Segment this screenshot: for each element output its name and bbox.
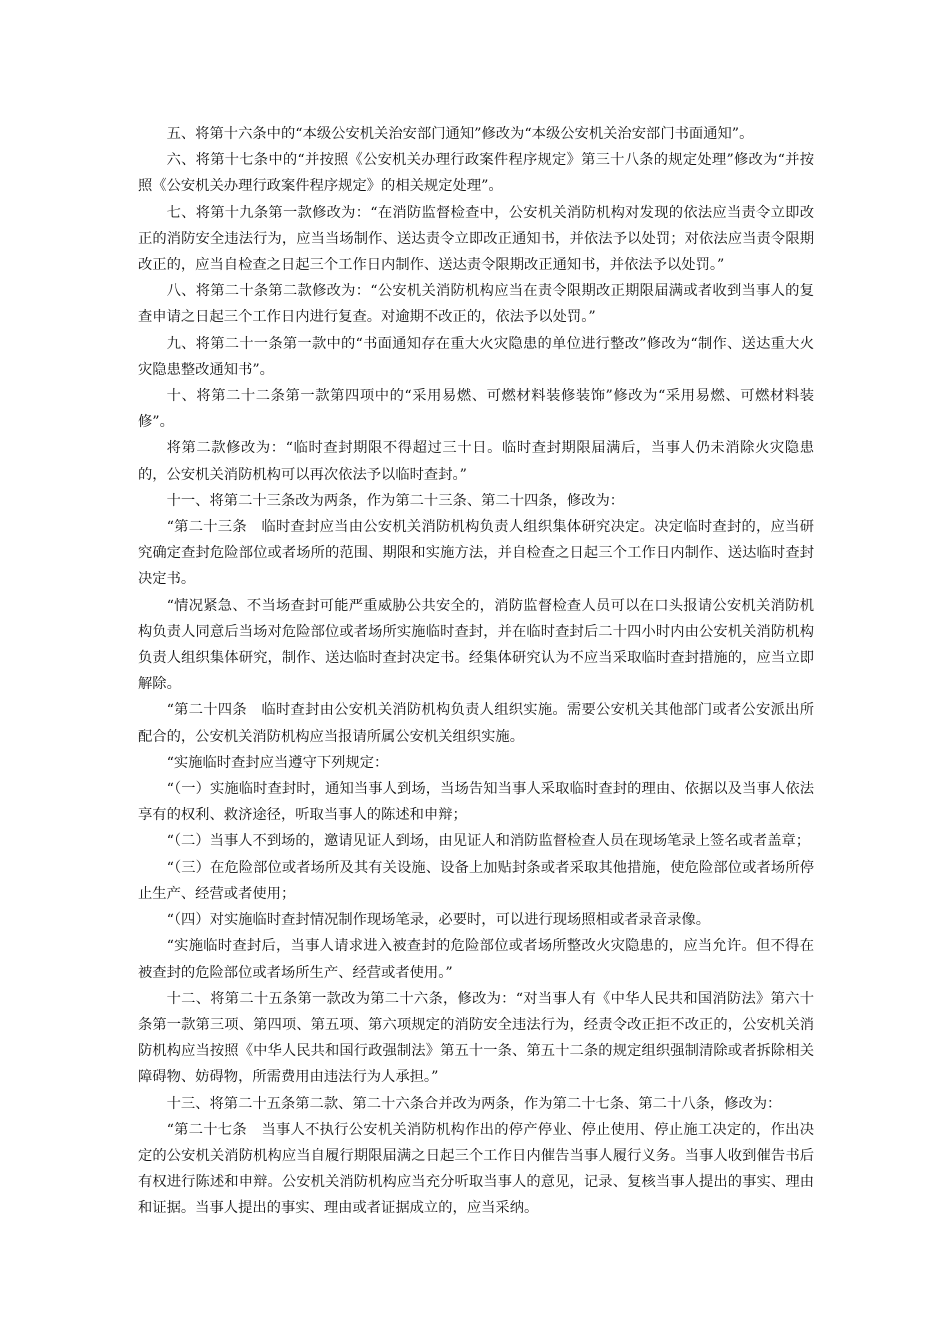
paragraph-article-24-rules-intro: “实施临时查封应当遵守下列规定： [166, 754, 389, 771]
paragraph-item-7: 七、将第十九条第一款修改为：“在消防监督检查中，公安机关消防机构对发现的依法应当责令立即改正的消防安全违法行为，应当当场制作、送达责令立即改正通知书，并依法予以处罚；对依法应当责令限期改正的，应当自检查之日起三个工作日内制作、送达责令限期改正通知书，并依法予以处罚。” [138, 204, 814, 274]
paragraph-item-10-second-clause: 将第二款修改为：“临时查封期限不得超过三十日。临时查封期限届满后，当事人仍未消除火灾隐患的，公安机关消防机构可以再次依法予以临时查封。” [138, 440, 814, 483]
paragraph-item-5: 五、将第十六条中的“本级公安机关治安部门通知”修改为“本级公安机关治安部门书面通知”。 [166, 126, 754, 142]
paragraph-article-23: “第二十三条 临时查封应当由公安机关消防机构负责人组织集体研究决定。决定临时查封的，应当研究确定查封危险部位或者场所的范围、期限和实施方法，并自检查之日起三个工作日内制作、送达临时查封决定书。 [138, 519, 814, 588]
paragraph-rule-3: “（三）在危险部位或者场所及其有关设施、设备上加贴封条或者采取其他措施，使危险部位或者场所停止生产、经营或者使用； [138, 859, 814, 902]
paragraph-rule-1: “（一）实施临时查封时，通知当事人到场，当场告知当事人采取临时查封的理由、依据以及当事人依法享有的权利、救济途径，听取当事人的陈述和申辩； [138, 781, 814, 824]
paragraph-item-9: 九、将第二十一条第一款中的“书面通知存在重大火灾隐患的单位进行整改”修改为“制作、送达重大火灾隐患整改通知书”。 [138, 335, 814, 378]
paragraph-item-10: 十、将第二十二条第一款第四项中的“采用易燃、可燃材料装修装饰”修改为“采用易燃、可燃材料装修”。 [138, 388, 814, 431]
paragraph-item-12: 十二、将第二十五条第一款改为第二十六条，修改为：“对当事人有《中华人民共和国消防法》第六十条第一款第三项、第四项、第五项、第六项规定的消防安全违法行为，经责令改正拒不改正的，公安机关消防机构应当按照《中华人民共和国行政强制法》第五十一条、第五十二条的规定组织强制清除或者拆除相关障碍物、妨碍物，所需费用由违法行为人承担。” [138, 990, 814, 1086]
paragraph-article-23-emergency: “情况紧急、不当场查封可能严重威胁公共安全的，消防监督检查人员可以在口头报请公安机关消防机构负责人同意后当场对危险部位或者场所实施临时查封，并在临时查封后二十四小时内由公安机关消防机构负责人组织集体研究，制作、送达临时查封决定书。经集体研究认为不应当采取临时查封措施的，应当立即解除。 [138, 597, 814, 693]
paragraph-item-6: 六、将第十七条中的“并按照《公安机关办理行政案件程序规定》第三十八条的规定处理”修改为“并按照《公安机关办理行政案件程序规定》的相关规定处理”。 [138, 152, 814, 195]
paragraph-rectification: “实施临时查封后，当事人请求进入被查封的危险部位或者场所整改火灾隐患的，应当允许。但不得在被查封的危险部位或者场所生产、经营或者使用。” [138, 938, 814, 981]
paragraph-rule-2: “（二）当事人不到场的，邀请见证人到场，由见证人和消防监督检查人员在现场笔录上签名或者盖章； [166, 833, 811, 850]
paragraph-item-13: 十三、将第二十五条第二款、第二十六条合并改为两条，作为第二十七条、第二十八条，修改为： [166, 1095, 782, 1112]
paragraph-article-27: “第二十七条 当事人不执行公安机关消防机构作出的停产停业、停止使用、停止施工决定的，作出决定的公安机关消防机构应当自履行期限届满之日起三个工作日内催告当事人履行义务。当事人收到催告书后有权进行陈述和申辩。公安机关消防机构应当充分听取当事人的意见，记录、复核当事人提出的事实、理由和证据。当事人提出的事实、理由或者证据成立的，应当采纳。 [138, 1121, 814, 1217]
paragraph-article-24: “第二十四条 临时查封由公安机关消防机构负责人组织实施。需要公安机关其他部门或者公安派出所配合的，公安机关消防机构应当报请所属公安机关组织实施。 [138, 702, 814, 745]
paragraph-item-11: 十一、将第二十三条改为两条，作为第二十三条、第二十四条，修改为： [166, 492, 625, 509]
document-body [138, 121, 814, 1222]
paragraph-rule-4: “（四）对实施临时查封情况制作现场笔录，必要时，可以进行现场照相或者录音录像。 [166, 912, 711, 929]
paragraph-item-8: 八、将第二十条第二款修改为：“公安机关消防机构应当在责令限期改正期限届满或者收到当事人的复查申请之日起三个工作日内进行复查。对逾期不改正的，依法予以处罚。” [138, 283, 814, 326]
